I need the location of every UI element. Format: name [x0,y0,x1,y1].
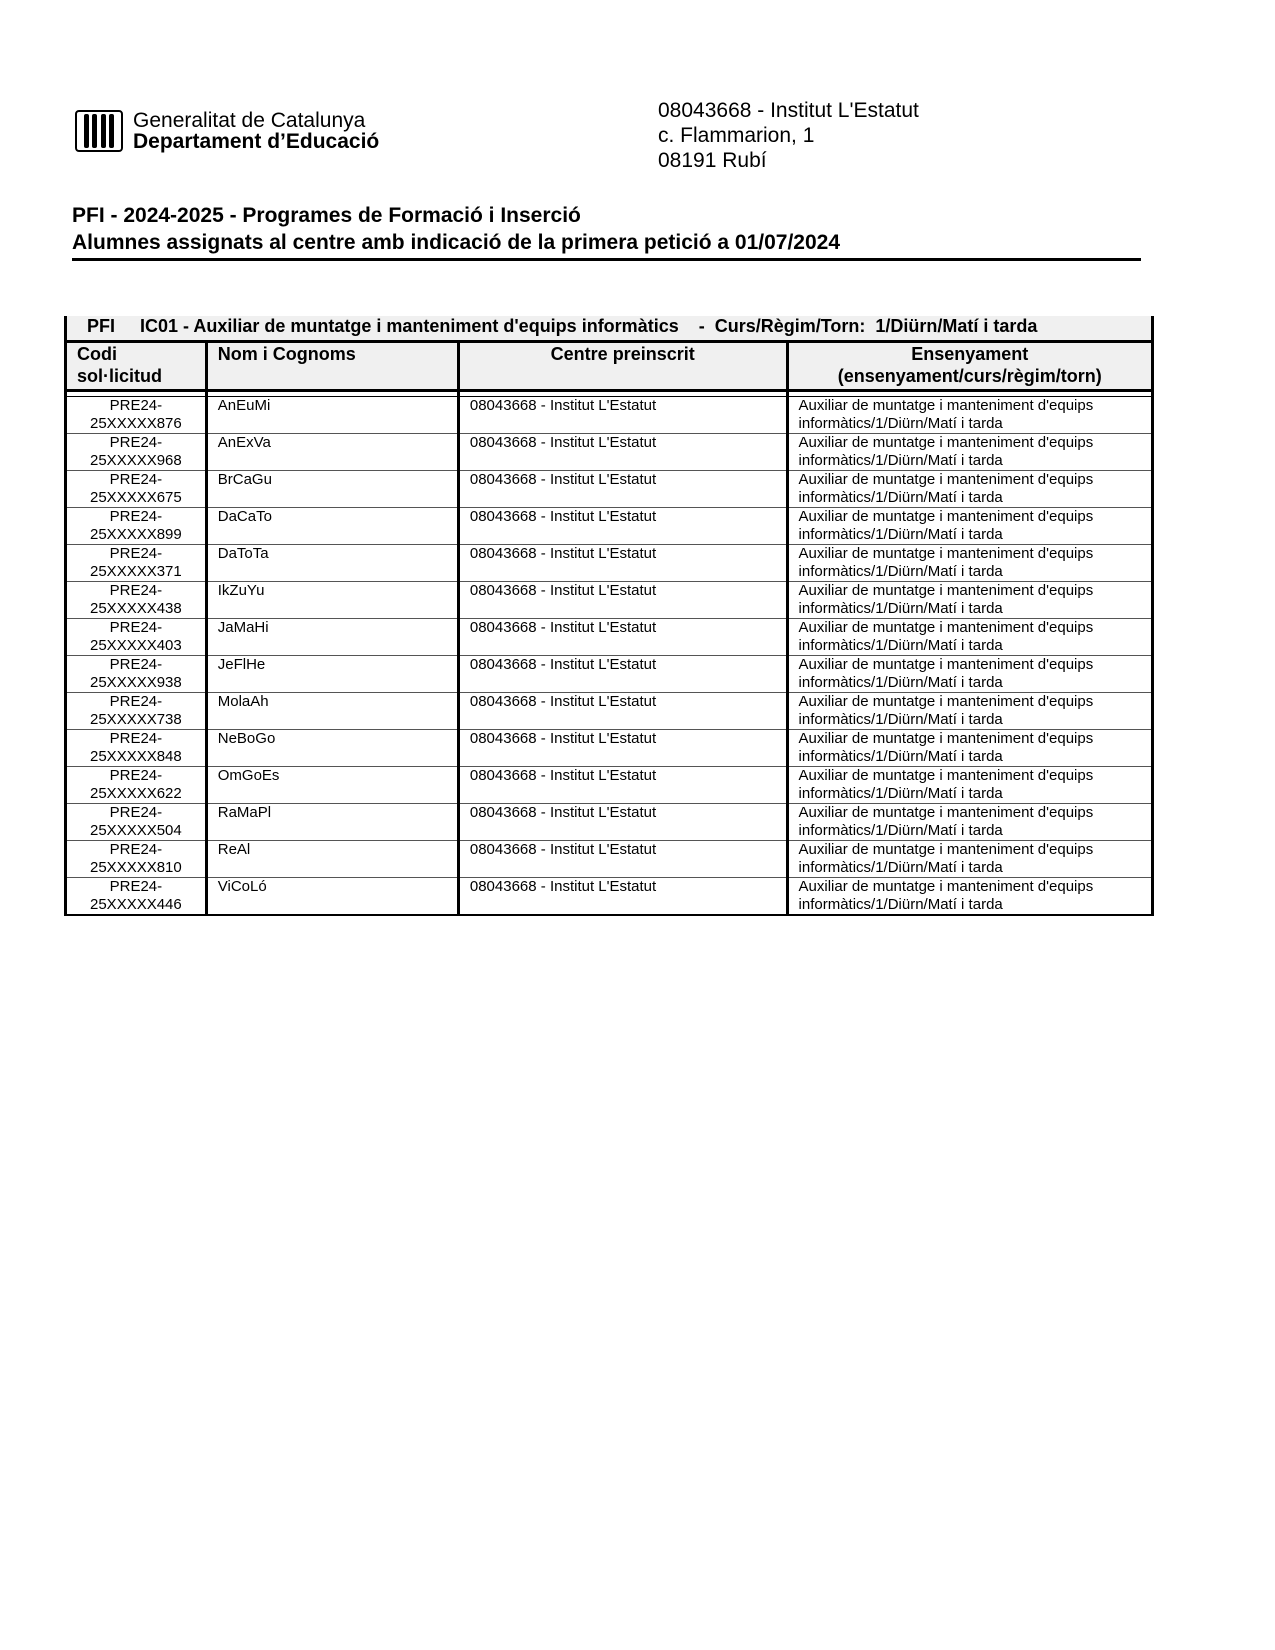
logo-line1: Generalitat de Catalunya [133,109,366,132]
ensenyament: Auxiliar de muntatge i manteniment d'equips informàtics/1/Diürn/Matí i tarda [787,471,1152,508]
ensenyament: Auxiliar de muntatge i manteniment d'equips informàtics/1/Diürn/Matí i tarda [787,508,1152,545]
table-row [66,434,1153,471]
table-row [66,656,1153,693]
student-name: BrCaGu [206,471,458,508]
ensenyament: Auxiliar de muntatge i manteniment d'equips informàtics/1/Diürn/Matí i tarda [787,767,1152,804]
document-title [72,202,1141,261]
student-name: AnEuMi [206,397,458,434]
centre: 08043668 - Institut L'Estatut [458,545,787,582]
table-row [66,545,1153,582]
student-name: DaToTa [206,545,458,582]
request-code: PRE24- 25XXXXX738 [66,693,207,730]
centre: 08043668 - Institut L'Estatut [458,730,787,767]
request-code: PRE24- 25XXXXX848 [66,730,207,767]
student-name: DaCaTo [206,508,458,545]
centre: 08043668 - Institut L'Estatut [458,582,787,619]
table-row [66,878,1153,916]
address-line: c. Flammarion, 1 [658,124,815,147]
centre: 08043668 - Institut L'Estatut [458,397,787,434]
student-name: IkZuYu [206,582,458,619]
ensenyament: Auxiliar de muntatge i manteniment d'equips informàtics/1/Diürn/Matí i tarda [787,619,1152,656]
centre: 08043668 - Institut L'Estatut [458,471,787,508]
ensenyament: Auxiliar de muntatge i manteniment d'equips informàtics/1/Diürn/Matí i tarda [787,397,1152,434]
student-name: RaMaPl [206,804,458,841]
request-code: PRE24- 25XXXXX938 [66,656,207,693]
ensenyament: Auxiliar de muntatge i manteniment d'equips informàtics/1/Diürn/Matí i tarda [787,841,1152,878]
title-line1: PFI - 2024-2025 - Programes de Formació i Inserció [72,204,581,227]
centre: 08043668 - Institut L'Estatut [458,767,787,804]
title-line2: Alumnes assignats al centre amb indicació de la primera petició a 01/07/2024 [72,231,841,254]
request-code: PRE24- 25XXXXX899 [66,508,207,545]
centre: 08043668 - Institut L'Estatut [458,508,787,545]
generalitat-logo [75,110,379,152]
column-header-ensenyament: Ensenyament (ensenyament/curs/règim/torn) [787,342,1152,391]
ensenyament: Auxiliar de muntatge i manteniment d'equips informàtics/1/Diürn/Matí i tarda [787,582,1152,619]
generalitat-seal-icon [75,110,123,152]
table-row [66,397,1153,434]
centre: 08043668 - Institut L'Estatut [458,878,787,916]
student-name: JeFlHe [206,656,458,693]
column-header-code: Codi sol·licitud [66,342,207,391]
ensenyament: Auxiliar de muntatge i manteniment d'equips informàtics/1/Diürn/Matí i tarda [787,693,1152,730]
request-code: PRE24- 25XXXXX622 [66,767,207,804]
column-header-name: Nom i Cognoms [206,342,458,391]
logo-line2: Departament d’Educació [133,130,380,153]
ensenyament: Auxiliar de muntatge i manteniment d'equips informàtics/1/Diürn/Matí i tarda [787,656,1152,693]
request-code: PRE24- 25XXXXX675 [66,471,207,508]
centre: 08043668 - Institut L'Estatut [458,841,787,878]
centre-address [658,98,919,173]
request-code: PRE24- 25XXXXX371 [66,545,207,582]
ensenyament: Auxiliar de muntatge i manteniment d'equips informàtics/1/Diürn/Matí i tarda [787,878,1152,916]
table-row [66,471,1153,508]
students-table [64,316,1154,916]
student-name: OmGoEs [206,767,458,804]
request-code: PRE24- 25XXXXX403 [66,619,207,656]
request-code: PRE24- 25XXXXX438 [66,582,207,619]
address-line: 08043668 - Institut L'Estatut [658,99,919,122]
ensenyament: Auxiliar de muntatge i manteniment d'equips informàtics/1/Diürn/Matí i tarda [787,434,1152,471]
centre: 08043668 - Institut L'Estatut [458,434,787,471]
student-name: JaMaHi [206,619,458,656]
table-row [66,582,1153,619]
ensenyament: Auxiliar de muntatge i manteniment d'equips informàtics/1/Diürn/Matí i tarda [787,545,1152,582]
centre: 08043668 - Institut L'Estatut [458,619,787,656]
student-name: ViCoLó [206,878,458,916]
student-name: NeBoGo [206,730,458,767]
centre: 08043668 - Institut L'Estatut [458,693,787,730]
table-row [66,730,1153,767]
table-row [66,841,1153,878]
ensenyament: Auxiliar de muntatge i manteniment d'equips informàtics/1/Diürn/Matí i tarda [787,730,1152,767]
request-code: PRE24- 25XXXXX810 [66,841,207,878]
table-row [66,508,1153,545]
request-code: PRE24- 25XXXXX968 [66,434,207,471]
request-code: PRE24- 25XXXXX876 [66,397,207,434]
request-code: PRE24- 25XXXXX504 [66,804,207,841]
column-header-centre: Centre preinscrit [458,342,787,391]
table-row [66,619,1153,656]
group-header: PFI IC01 - Auxiliar de muntatge i manteniment d'equips informàtics - Curs/Règim/Torn: 1/Diürn/Matí i tarda [66,316,1153,342]
request-code: PRE24- 25XXXXX446 [66,878,207,916]
centre: 08043668 - Institut L'Estatut [458,804,787,841]
table-row [66,693,1153,730]
ensenyament: Auxiliar de muntatge i manteniment d'equips informàtics/1/Diürn/Matí i tarda [787,804,1152,841]
student-name: AnExVa [206,434,458,471]
table-row [66,804,1153,841]
student-name: ReAl [206,841,458,878]
student-name: MolaAh [206,693,458,730]
centre: 08043668 - Institut L'Estatut [458,656,787,693]
table-row [66,767,1153,804]
address-line: 08191 Rubí [658,149,767,172]
